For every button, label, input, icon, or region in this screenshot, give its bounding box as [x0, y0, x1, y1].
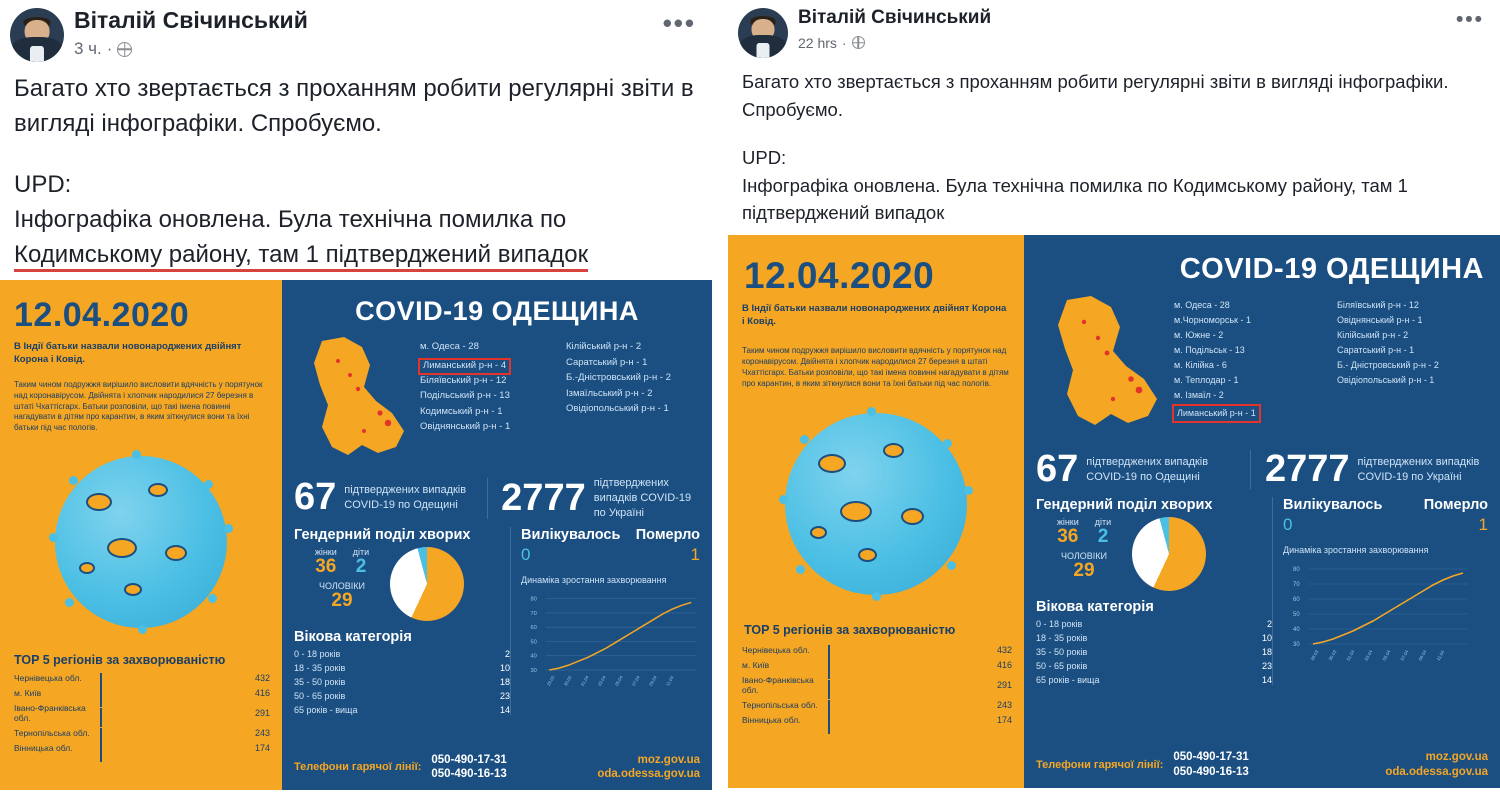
- age-label: 65 років - вища: [294, 704, 358, 715]
- hotline-phones: [431, 753, 506, 783]
- age-value: 18: [1261, 647, 1272, 658]
- region-item: м. Кілійка - 6: [1174, 359, 1227, 370]
- infographic-footer: [282, 753, 712, 791]
- women-label: жінки: [1056, 517, 1079, 528]
- infographic-title: COVID-19 ОДЕЩИНА: [355, 296, 639, 327]
- age-label: 0 - 18 років: [294, 648, 341, 659]
- outcome-labels: [1283, 497, 1488, 513]
- age-row: [294, 677, 510, 687]
- avatar[interactable]: [738, 8, 788, 58]
- region-item: Кілійський р-н - 2: [566, 341, 642, 353]
- age-row: [294, 663, 510, 673]
- region-item: м. Южне - 2: [1174, 329, 1224, 340]
- svg-text:50: 50: [1293, 611, 1300, 618]
- top5-value: 243: [254, 728, 270, 739]
- cured-label: Вилікувалось: [1283, 497, 1383, 514]
- phone-1: 050-490-17-31: [1173, 751, 1249, 764]
- top5-value: 432: [996, 645, 1012, 656]
- men-value: 29: [1073, 560, 1095, 582]
- age-value: 23: [499, 690, 510, 701]
- infographic-date: 12.04.2020: [744, 255, 935, 297]
- top5-row: [14, 703, 270, 723]
- top5-row: [14, 673, 270, 683]
- age-label: 0 - 18 років: [1036, 619, 1083, 630]
- svg-text:60: 60: [1293, 596, 1300, 603]
- age-row: [1036, 661, 1272, 671]
- post-meta: [798, 35, 1450, 51]
- official-sites: [1385, 750, 1488, 780]
- post-text-line-1: Багато хто звертається з проханням робити регулярні звіти в вигляді інфографіки. Спробуємо.: [742, 71, 1449, 120]
- gender-pie-chart: [390, 547, 464, 621]
- gender-numbers: [294, 547, 390, 611]
- post-meta: [74, 39, 657, 59]
- hotline-phones: [1173, 750, 1248, 780]
- post-text-line-2: Інфографіка оновлена. Була технічна помилка по Кодимському району, там 1 підтверджений випадок: [742, 174, 1408, 224]
- post-text-line-2a: Інфографіка оновлена. Була технічна помилка по: [14, 205, 567, 233]
- top5-chart: [728, 645, 1024, 725]
- age-value: 10: [499, 662, 510, 673]
- gender-pie-chart: [1132, 517, 1206, 591]
- region-item: Кодимський р-н - 1: [420, 405, 503, 417]
- counts-row: [1024, 442, 1500, 491]
- region-item: Ізмаїльський р-н - 2: [566, 387, 653, 399]
- age-value: 14: [1261, 675, 1272, 686]
- post-text-line-1: Багато хто звертається з проханням робити регулярні звіти в вигляді інфографіки. Спробуємо.: [14, 75, 694, 137]
- more-options-icon[interactable]: •••: [1455, 8, 1484, 31]
- top5-row: [14, 728, 270, 738]
- gender-title: Гендерний поділ хворих: [294, 526, 471, 543]
- top5-label: Вінницька обл.: [742, 715, 801, 726]
- svg-text:05.04: 05.04: [614, 674, 624, 687]
- phone-2: 050-490-16-13: [431, 768, 507, 781]
- men-label: ЧОЛОВІКИ: [318, 580, 366, 591]
- top5-row: [742, 675, 1012, 695]
- site-1[interactable]: moz.gov.ua: [637, 753, 700, 766]
- infographic-right: [728, 235, 1500, 788]
- official-sites: [597, 753, 700, 783]
- infographic-footer: [1024, 750, 1500, 788]
- gender-numbers: [1036, 517, 1132, 581]
- country-count-caption: підтверджених випадків COVID-19 по Україні: [1357, 455, 1480, 483]
- top5-row: [742, 645, 1012, 655]
- news-note-bold: В Індії батьки назвали новонароджених двійнят Корона і Ковід.: [742, 303, 1007, 327]
- country-count: [501, 476, 700, 521]
- svg-text:28.03: 28.03: [545, 674, 556, 687]
- infographic-left: [0, 280, 712, 790]
- post-timestamp[interactable]: 22 hrs: [798, 34, 837, 51]
- globe-icon[interactable]: [852, 36, 865, 49]
- outcome-values: [521, 545, 700, 565]
- top5-value: 174: [254, 743, 270, 754]
- women-value: 36: [1057, 526, 1079, 548]
- top5-chart: [0, 673, 282, 753]
- top5-label: Івано-Франківська обл.: [742, 675, 814, 696]
- region-count-value: 67: [294, 476, 337, 519]
- died-value: 1: [690, 544, 700, 564]
- age-title: Вікова категорія: [1036, 599, 1154, 616]
- phone-2: 050-490-16-13: [1173, 766, 1249, 779]
- age-row: [294, 649, 510, 659]
- region-item: м. Теплодар - 1: [1174, 374, 1239, 385]
- age-value: 23: [1261, 661, 1272, 672]
- cured-value: 0: [521, 544, 531, 564]
- post-text: [0, 62, 712, 280]
- top5-label: Чернівецька обл.: [14, 673, 82, 684]
- regions-column-2: [1337, 298, 1490, 442]
- regions-lists: [1174, 294, 1490, 442]
- region-item: м. Подільськ - 13: [1174, 344, 1245, 355]
- age-value: 2: [1266, 619, 1272, 630]
- age-label: 50 - 65 років: [294, 690, 346, 701]
- stats-row: [1024, 491, 1500, 685]
- outcome-values: [1283, 515, 1488, 535]
- infographic-blue-panel: [282, 280, 712, 790]
- region-item: Кілійський р-н - 2: [1337, 329, 1409, 340]
- meta-separator: ·: [841, 34, 847, 51]
- age-row: [294, 705, 510, 715]
- children-label: діти: [1094, 517, 1112, 528]
- region-item: Овіднянський р-н - 1: [1337, 315, 1423, 326]
- women-label: жінки: [314, 546, 337, 557]
- news-note-body: Таким чином подружжя вирішило висловити вдячність у порятунок над коронавірусом. Двійнята і хлопчик народилися 27 березня в штаті Чхаттісгарх. Батьки розповіли, що такі імена повинні нагадувати в дітям про карантин, в яким зіткнулися вони та їхні батьки під час пологів.: [742, 345, 1009, 389]
- regions-column-1: [1174, 298, 1327, 442]
- women-value: 36: [315, 555, 337, 577]
- region-item: Саратський р-н - 1: [566, 356, 648, 368]
- outcome-labels: [521, 527, 700, 543]
- country-count: [1265, 448, 1488, 491]
- died-label: Померло: [635, 526, 700, 543]
- regions-lists: [420, 335, 702, 470]
- top5-title: TOP 5 регіонів за захворюваністю: [14, 653, 226, 668]
- virus-illustration: [0, 434, 282, 649]
- svg-text:03.04: 03.04: [1363, 649, 1374, 662]
- age-label: 18 - 35 років: [1036, 633, 1088, 644]
- age-row: [1036, 647, 1272, 657]
- region-item: м. Одеса - 28: [1174, 300, 1230, 311]
- region-item: Біляївський р-н - 12: [420, 374, 507, 386]
- meta-separator: ·: [106, 39, 113, 59]
- post-text-upd-label: UPD:: [742, 146, 787, 168]
- phone-1: 050-490-17-31: [431, 753, 507, 766]
- top5-label: Тернопільська обл.: [14, 728, 90, 739]
- svg-text:70: 70: [1293, 581, 1300, 588]
- post-header: [728, 0, 1500, 58]
- top5-label: Вінницька обл.: [14, 743, 73, 754]
- dynamics-line-chart: [1283, 561, 1468, 666]
- country-count-caption: підтверджених випадків COVID-19 по Україні: [593, 477, 692, 520]
- svg-text:40: 40: [1293, 626, 1300, 633]
- svg-text:03.04: 03.04: [597, 674, 607, 687]
- region-item: Овідіопольський р-н - 1: [1337, 374, 1435, 385]
- region-count-value: 67: [1036, 448, 1079, 491]
- svg-text:50: 50: [530, 638, 537, 645]
- country-count-value: 2777: [501, 477, 586, 520]
- region-item: Овіднянський р-н - 1: [420, 420, 511, 432]
- post-timestamp[interactable]: 3 ч.: [74, 39, 102, 59]
- region-item: Б.- Дністровський р-н - 2: [1337, 359, 1439, 370]
- top5-title: TOP 5 регіонів за захворюваністю: [744, 623, 956, 638]
- svg-text:09.04: 09.04: [648, 674, 658, 687]
- children-value: 2: [1097, 526, 1109, 548]
- age-label: 50 - 65 років: [1036, 661, 1088, 672]
- children-value: 2: [355, 555, 367, 577]
- died-value: 1: [1478, 515, 1488, 535]
- infographic-orange-panel: [728, 235, 1024, 788]
- top5-value: 416: [996, 660, 1012, 671]
- men-label: ЧОЛОВІКИ: [1060, 551, 1108, 562]
- more-options-icon[interactable]: •••: [662, 8, 696, 38]
- region-item-highlighted: Лиманський р-н - 4: [420, 360, 509, 373]
- divider: [1250, 450, 1251, 489]
- top5-row: [14, 743, 270, 753]
- post-header: [0, 0, 712, 62]
- svg-text:11.04: 11.04: [1435, 649, 1446, 662]
- svg-text:05.04: 05.04: [1381, 649, 1392, 662]
- svg-text:28.03: 28.03: [1309, 649, 1320, 662]
- top5-value: 174: [996, 715, 1012, 726]
- age-row: [1036, 619, 1272, 629]
- post-text-upd-label: UPD:: [14, 170, 72, 198]
- virus-icon: [785, 413, 967, 595]
- region-item-highlighted: Лиманський р-н - 1: [1174, 406, 1259, 421]
- age-row: [294, 691, 510, 701]
- age-title: Вікова категорія: [294, 628, 412, 645]
- age-label: 65 років - вища: [1036, 675, 1100, 686]
- svg-text:07.04: 07.04: [1399, 649, 1410, 662]
- post-text-line-2: [14, 203, 698, 273]
- svg-text:30.03: 30.03: [562, 674, 573, 687]
- top5-track: [100, 689, 244, 698]
- map-and-regions: [1024, 286, 1500, 442]
- svg-text:30: 30: [530, 667, 537, 674]
- age-chart: [1036, 619, 1272, 685]
- svg-text:70: 70: [530, 610, 537, 617]
- region-item: Овідіопольський р-н - 1: [566, 402, 669, 414]
- svg-text:11.04: 11.04: [665, 674, 675, 687]
- facebook-post-left: [0, 0, 712, 809]
- men-value: 29: [331, 589, 353, 611]
- globe-icon[interactable]: [117, 42, 132, 57]
- infographic-orange-panel: [0, 280, 282, 790]
- age-label: 18 - 35 років: [294, 662, 346, 673]
- country-count-value: 2777: [1264, 448, 1350, 491]
- regions-column-2: [566, 339, 702, 470]
- gender-block: [294, 547, 510, 621]
- gender-title: Гендерний поділ хворих: [1036, 497, 1213, 514]
- svg-text:40: 40: [530, 653, 537, 660]
- top5-track: [100, 709, 244, 718]
- top5-value: 432: [254, 673, 270, 684]
- site-1[interactable]: moz.gov.ua: [1425, 751, 1488, 764]
- top5-track: [100, 729, 244, 738]
- site-2[interactable]: oda.odessa.gov.ua: [597, 768, 700, 781]
- age-value: 18: [499, 676, 510, 687]
- news-note-body: Таким чином подружжя вирішило висловити вдячність у порятунок над коронавірусом. Двійнята і хлопчик народилися 27 березня в штаті Чхаттісгарх. Батьки розповіли, що такі імена повинні нагадувати в дітям про карантин, в яким зіткнулися вони та їхні батьки під час пологів.: [14, 380, 263, 433]
- dynamics-title: Динаміка зростання захворювання: [521, 574, 667, 585]
- top5-row: [742, 715, 1012, 725]
- top5-track: [100, 744, 244, 753]
- hotline-label: Телефони гарячої лінії:: [294, 761, 422, 774]
- age-value: 10: [1261, 633, 1272, 644]
- top5-track: [100, 674, 244, 683]
- post-text-highlight: Кодимському району, там 1 підтверджений випадок: [14, 241, 588, 272]
- region-count-caption: підтверджених випадків COVID-19 по Одещині: [1086, 455, 1209, 483]
- gender-and-age: [1036, 497, 1272, 685]
- dynamics-line-chart: [521, 591, 696, 691]
- hotline-label: Телефони гарячої лінії:: [1036, 759, 1164, 772]
- age-value: 2: [504, 648, 510, 659]
- age-value: 14: [499, 704, 510, 715]
- post-author-name[interactable]: Віталій Свічинський: [798, 7, 992, 28]
- age-chart: [294, 649, 510, 715]
- top5-label: Івано-Франківська обл.: [14, 703, 86, 724]
- top5-value: 416: [254, 688, 270, 699]
- map-and-regions: [282, 327, 712, 470]
- svg-text:01.04: 01.04: [1345, 649, 1356, 662]
- region-item: м. Одеса - 28: [420, 341, 479, 353]
- counts-row: [282, 470, 712, 521]
- children-label: діти: [352, 546, 370, 557]
- dynamics-title: Динаміка зростання захворювання: [1283, 545, 1429, 556]
- outcome-and-dynamics: [510, 527, 700, 715]
- site-2[interactable]: oda.odessa.gov.ua: [1385, 766, 1488, 779]
- infographic-title: COVID-19 ОДЕЩИНА: [1179, 253, 1484, 286]
- facebook-post-right: [728, 0, 1500, 809]
- region-item: м. Ізмаїл - 2: [1174, 389, 1224, 400]
- virus-illustration: [728, 389, 1024, 619]
- region-item: Подільський р-н - 13: [420, 390, 510, 402]
- divider: [487, 478, 488, 519]
- regions-column-1: [420, 339, 556, 470]
- virus-icon: [55, 456, 227, 628]
- region-item: м.Чорноморськ - 1: [1174, 315, 1252, 326]
- odesa-region-map-icon: [292, 335, 420, 470]
- outcome-and-dynamics: [1272, 497, 1488, 685]
- region-item: Б.-Дністровський р-н - 2: [566, 372, 671, 384]
- top5-label: м. Київ: [742, 660, 770, 671]
- age-label: 35 - 50 років: [294, 676, 346, 687]
- top5-value: 291: [254, 708, 270, 719]
- top5-row: [14, 688, 270, 698]
- top5-row: [742, 660, 1012, 670]
- odesa-region-map-icon: [1034, 294, 1174, 442]
- top5-row: [742, 700, 1012, 710]
- svg-text:80: 80: [530, 596, 537, 603]
- svg-text:30: 30: [1293, 641, 1300, 648]
- top5-label: Чернівецька обл.: [742, 645, 810, 656]
- age-label: 35 - 50 років: [1036, 647, 1088, 658]
- region-count-caption: підтверджених випадків COVID-19 по Одещині: [344, 484, 467, 511]
- region-count: [294, 476, 473, 519]
- svg-text:07.04: 07.04: [631, 674, 641, 687]
- svg-text:01.04: 01.04: [579, 674, 590, 687]
- region-item: Біляївський р-н - 12: [1337, 300, 1419, 311]
- infographic-blue-panel: [1024, 235, 1500, 788]
- svg-text:60: 60: [530, 624, 537, 631]
- died-label: Померло: [1423, 497, 1488, 514]
- svg-text:80: 80: [1293, 566, 1300, 573]
- stats-row: [282, 521, 712, 715]
- gender-and-age: [294, 527, 510, 715]
- region-count: [1036, 448, 1236, 491]
- infographic-date: 12.04.2020: [14, 296, 190, 335]
- svg-text:30.03: 30.03: [1327, 649, 1338, 662]
- top5-value: 243: [996, 700, 1012, 711]
- region-item: Саратський р-н - 1: [1337, 344, 1415, 355]
- post-text: [728, 58, 1500, 235]
- news-note-bold: В Індії батьки назвали новонароджених двійнят Корона і Ковід.: [14, 341, 242, 365]
- age-row: [1036, 633, 1272, 643]
- gender-block: [1036, 517, 1272, 591]
- top5-value: 291: [996, 680, 1012, 691]
- svg-text:09.04: 09.04: [1417, 649, 1428, 662]
- cured-label: Вилікувалось: [521, 526, 621, 543]
- top5-label: Тернопільська обл.: [742, 700, 818, 711]
- top5-label: м. Київ: [14, 688, 42, 699]
- avatar[interactable]: [10, 8, 64, 62]
- cured-value: 0: [1283, 515, 1293, 535]
- post-author-name[interactable]: Віталій Свічинський: [74, 7, 308, 33]
- age-row: [1036, 675, 1272, 685]
